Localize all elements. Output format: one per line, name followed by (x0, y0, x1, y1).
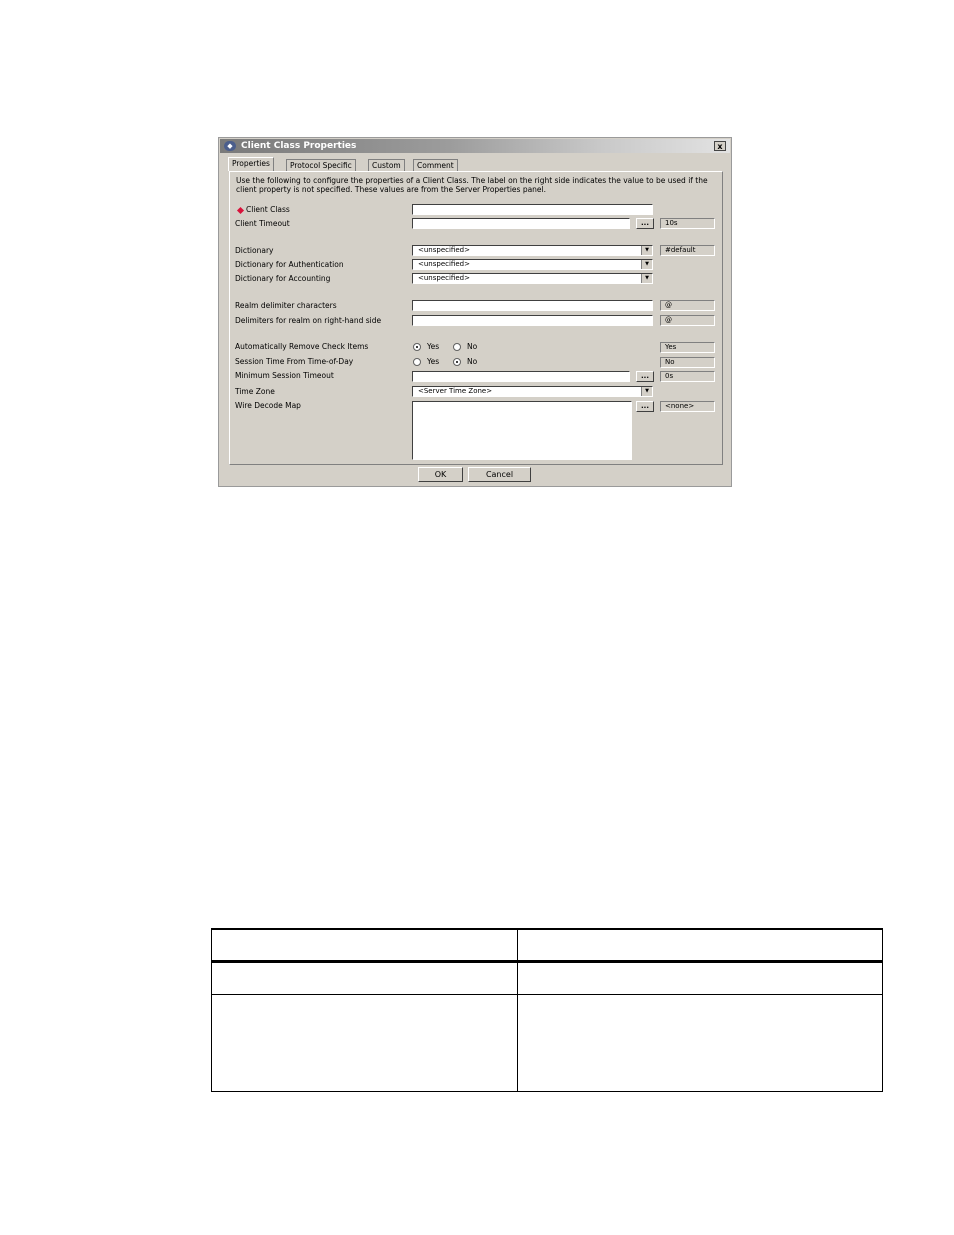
realm-delim-input[interactable] (412, 300, 653, 311)
session-tod-yes-label: Yes (427, 357, 440, 366)
client-class-properties-dialog (218, 137, 732, 487)
client-class-label: Client Class (246, 205, 290, 214)
table-header-rule (211, 960, 883, 963)
tab-custom[interactable]: Custom (368, 159, 405, 171)
min-session-ellipsis-button[interactable]: ... (636, 371, 654, 382)
session-tod-no-radio[interactable] (453, 358, 461, 366)
chevron-down-icon[interactable]: ▼ (641, 274, 652, 283)
ok-button[interactable]: OK (418, 467, 463, 482)
document-table (211, 928, 883, 1092)
min-session-label: Minimum Session Timeout (235, 371, 334, 380)
table-row-rule (211, 994, 883, 995)
title-bar[interactable] (220, 139, 730, 153)
tab-protocol-specific[interactable]: Protocol Specific (286, 159, 356, 171)
realm-delim-default: @ (660, 300, 715, 311)
auto-remove-default: Yes (660, 342, 715, 353)
auto-remove-label: Automatically Remove Check Items (235, 342, 369, 351)
realm-right-input[interactable] (412, 315, 653, 326)
session-tod-default: No (660, 357, 715, 368)
properties-panel (229, 171, 723, 465)
wire-decode-default: <none> (660, 401, 715, 412)
auto-remove-yes-label: Yes (427, 342, 440, 351)
auto-remove-no-label: No (467, 342, 478, 351)
dictionary-select[interactable] (412, 245, 653, 256)
table-left-border (211, 928, 212, 1092)
table-right-border (882, 928, 883, 1092)
dictionary-label: Dictionary (235, 246, 274, 255)
dict-auth-value: <unspecified> (418, 260, 470, 268)
client-timeout-default: 10s (660, 218, 715, 229)
chevron-down-icon[interactable]: ▼ (641, 387, 652, 396)
dict-acct-select[interactable] (412, 273, 653, 284)
client-timeout-label: Client Timeout (235, 219, 290, 228)
app-logo-icon: ◆ (224, 141, 236, 151)
dict-acct-label: Dictionary for Accounting (235, 274, 331, 283)
client-timeout-input[interactable] (412, 218, 630, 229)
auto-remove-no-radio[interactable] (453, 343, 461, 351)
wire-decode-textarea[interactable] (412, 401, 632, 460)
chevron-down-icon[interactable]: ▼ (641, 246, 652, 255)
table-column-divider (517, 928, 518, 1092)
time-zone-select[interactable] (412, 386, 653, 397)
table-top-rule (211, 928, 883, 930)
dict-auth-select[interactable] (412, 259, 653, 270)
realm-delim-label: Realm delimiter characters (235, 301, 337, 310)
min-session-input[interactable] (412, 371, 630, 382)
dictionary-default: #default (660, 245, 715, 256)
session-tod-label: Session Time From Time-of-Day (235, 357, 354, 366)
min-session-default: 0s (660, 371, 715, 382)
close-icon[interactable]: x (714, 141, 726, 151)
dict-auth-label: Dictionary for Authentication (235, 260, 344, 269)
time-zone-label: Time Zone (235, 387, 275, 396)
realm-right-label: Delimiters for realm on right-hand side (235, 316, 382, 325)
client-class-input[interactable] (412, 204, 653, 215)
session-tod-no-label: No (467, 357, 478, 366)
client-timeout-ellipsis-button[interactable]: ... (636, 218, 654, 229)
tab-properties[interactable]: Properties (228, 157, 274, 171)
wire-decode-label: Wire Decode Map (235, 401, 301, 410)
cancel-button[interactable]: Cancel (468, 467, 531, 482)
description-text: Use the following to configure the properties of a Client Class. The label on the right side indicates the value to be used if the client property is not specified. These values are from the Server Properties panel. (236, 176, 708, 194)
dict-acct-value: <unspecified> (418, 274, 470, 282)
auto-remove-yes-radio[interactable] (413, 343, 421, 351)
dialog-title: Client Class Properties (241, 141, 357, 151)
session-tod-yes-radio[interactable] (413, 358, 421, 366)
tab-comment[interactable]: Comment (413, 159, 458, 171)
wire-decode-ellipsis-button[interactable]: ... (636, 401, 654, 412)
time-zone-value: <Server Time Zone> (418, 387, 493, 395)
table-bottom-rule (211, 1091, 883, 1092)
dictionary-value: <unspecified> (418, 246, 470, 254)
required-marker-icon (237, 207, 244, 214)
realm-right-default: @ (660, 315, 715, 326)
chevron-down-icon[interactable]: ▼ (641, 260, 652, 269)
